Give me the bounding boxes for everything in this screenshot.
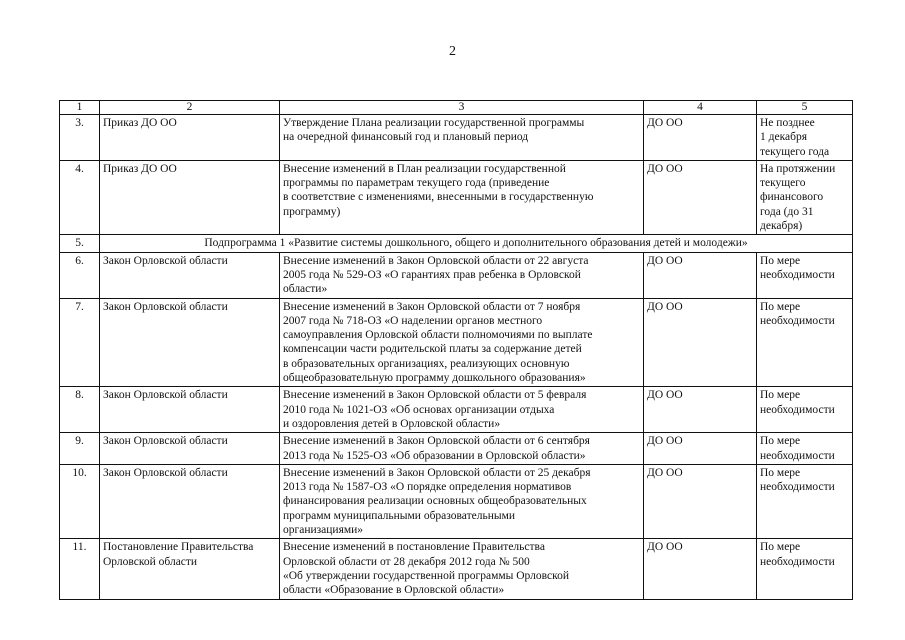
executor: ДО ОО — [644, 539, 757, 599]
table-row — [60, 160, 853, 234]
document-type: Приказ ДО ОО — [100, 115, 280, 161]
executor: ДО ОО — [644, 252, 757, 298]
table-row — [60, 433, 853, 465]
executor: ДО ОО — [644, 115, 757, 161]
table-row — [60, 539, 853, 599]
row-number: 4. — [60, 160, 100, 234]
executor: ДО ОО — [644, 464, 757, 538]
row-number: 7. — [60, 298, 100, 387]
table-row — [60, 387, 853, 433]
deadline: Не позднее 1 декабря текущего года — [757, 115, 853, 161]
document-content: Внесение изменений в постановление Правительства Орловской области от 28 декабря 2012 года № 500 «Об утверждении государственной программы Орловской области «Образование в Орловской области» — [280, 539, 644, 599]
table-row — [60, 464, 853, 538]
row-number: 5. — [60, 235, 100, 252]
document-type: Закон Орловской области — [100, 298, 280, 387]
document-type: Закон Орловской области — [100, 464, 280, 538]
executor: ДО ОО — [644, 433, 757, 465]
executor: ДО ОО — [644, 298, 757, 387]
executor: ДО ОО — [644, 387, 757, 433]
document-type: Закон Орловской области — [100, 433, 280, 465]
document-content: Утверждение Плана реализации государственной программы на очередной финансовый год и плановый период — [280, 115, 644, 161]
deadline: По мере необходимости — [757, 252, 853, 298]
deadline: По мере необходимости — [757, 387, 853, 433]
table-header-row — [60, 101, 853, 115]
deadline: По мере необходимости — [757, 464, 853, 538]
table-row — [60, 115, 853, 161]
document-content: Внесение изменений в Закон Орловской области от 7 ноября 2007 года № 718-ОЗ «О наделении органов местного самоуправления Орловской области полномочиями по выплате компенсации части родительской платы за содержание детей в образовательных организациях, реализующих основную общеобразовательную программу дошкольного образования» — [280, 298, 644, 387]
subprogram-row — [60, 235, 853, 252]
document-table — [59, 100, 853, 600]
document-content: Внесение изменений в Закон Орловской области от 5 февраля 2010 года № 1021-ОЗ «Об основах организации отдыха и оздоровления детей в Орловской области» — [280, 387, 644, 433]
header-cell: 5 — [757, 101, 853, 115]
row-number: 10. — [60, 464, 100, 538]
document-content: Внесение изменений в Закон Орловской области от 22 августа 2005 года № 529-ОЗ «О гарантиях прав ребенка в Орловской области» — [280, 252, 644, 298]
deadline: По мере необходимости — [757, 298, 853, 387]
header-cell: 1 — [60, 101, 100, 115]
document-content: Внесение изменений в План реализации государственной программы по параметрам текущего года (приведение в соответствие с изменениями, внесенными в государственную программу) — [280, 160, 644, 234]
page-number: 2 — [449, 44, 456, 59]
row-number: 9. — [60, 433, 100, 465]
header-cell: 2 — [100, 101, 280, 115]
table-row — [60, 252, 853, 298]
row-number: 6. — [60, 252, 100, 298]
table-row — [60, 298, 853, 387]
document-type: Постановление Правительства Орловской области — [100, 539, 280, 599]
executor: ДО ОО — [644, 160, 757, 234]
header-cell: 4 — [644, 101, 757, 115]
deadline: По мере необходимости — [757, 433, 853, 465]
deadline: По мере необходимости — [757, 539, 853, 599]
header-cell: 3 — [280, 101, 644, 115]
row-number: 11. — [60, 539, 100, 599]
deadline: На протяжении текущего финансового года (до 31 декабря) — [757, 160, 853, 234]
document-content: Внесение изменений в Закон Орловской области от 25 декабря 2013 года № 1587-ОЗ «О порядке определения нормативов финансирования реализации основных общеобразовательных программ муниципальными образовательными организациями» — [280, 464, 644, 538]
row-number: 3. — [60, 115, 100, 161]
document-content: Внесение изменений в Закон Орловской области от 6 сентября 2013 года № 1525-ОЗ «Об образовании в Орловской области» — [280, 433, 644, 465]
document-type: Закон Орловской области — [100, 252, 280, 298]
row-number: 8. — [60, 387, 100, 433]
document-type: Закон Орловской области — [100, 387, 280, 433]
subprogram-title: Подпрограмма 1 «Развитие системы дошкольного, общего и дополнительного образования детей и молодежи» — [100, 235, 853, 252]
document-type: Приказ ДО ОО — [100, 160, 280, 234]
